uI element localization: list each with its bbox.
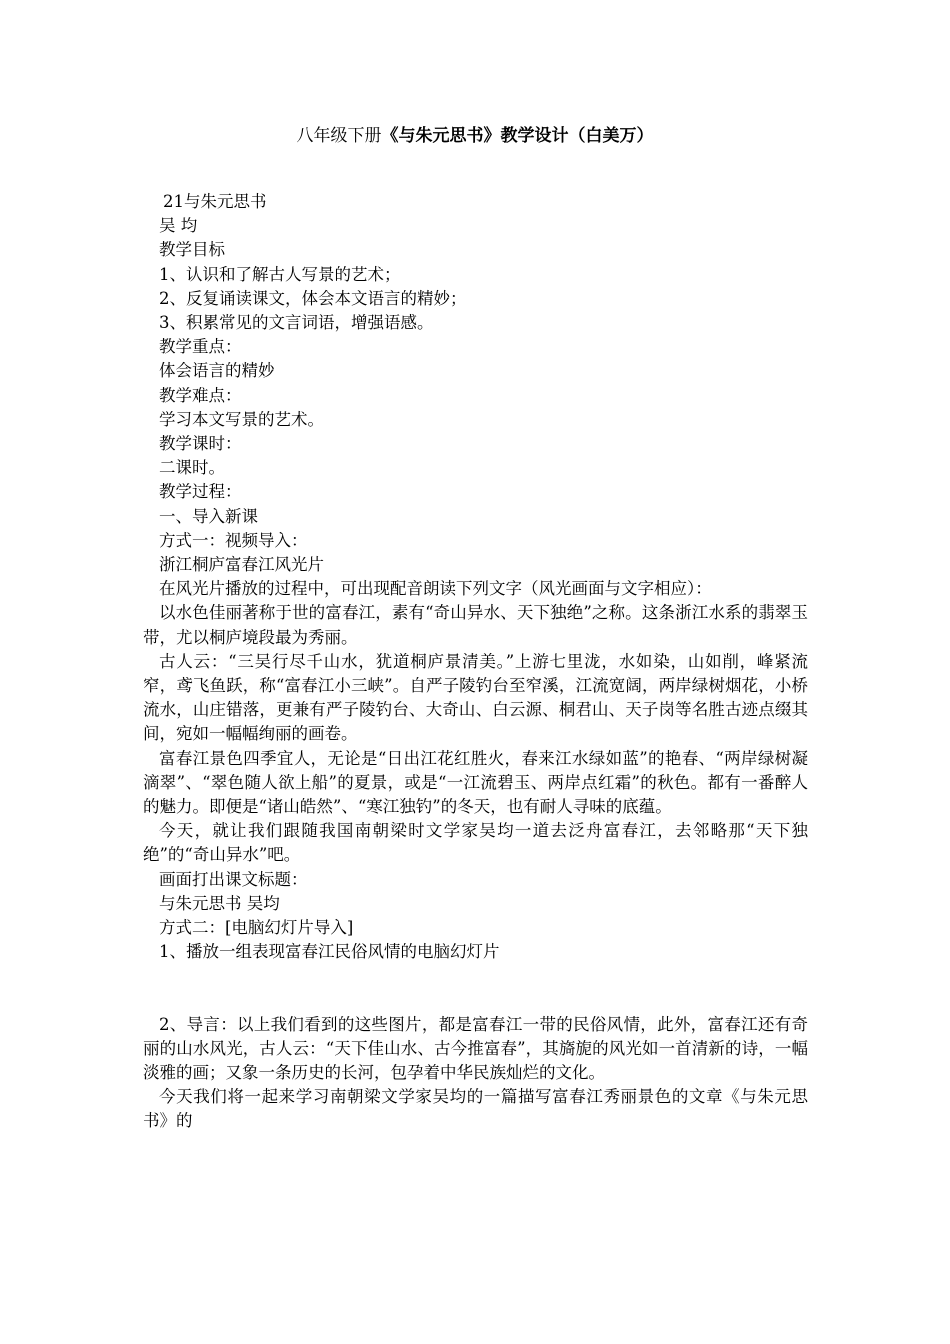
video-instruction: 在风光片播放的过程中，可出现配音朗读下列文字（风光画面与文字相应）： (159, 579, 712, 599)
method-one-heading: 方式一：视频导入： (159, 530, 308, 550)
screen-title-instruction: 画面打出课文标题： (159, 869, 308, 889)
title-prefix: 八年级下册 (296, 126, 382, 146)
document-title (0, 124, 950, 148)
focus-text: 体会语言的精妙 (159, 361, 275, 381)
video-title: 浙江桐庐富春江风光片 (159, 555, 324, 575)
periods-text: 二课时。 (159, 458, 225, 478)
section-heading-difficulty: 教学难点： (159, 385, 242, 405)
goal-item-2: 2、反复诵读课文，体会本文语言的精妙； (159, 288, 467, 308)
goal-item-1: 1、认识和了解古人写景的艺术； (159, 264, 401, 284)
method-two-heading: 方式二：[电脑幻灯片导入] (159, 918, 354, 938)
section-heading-periods: 教学课时： (159, 434, 242, 454)
author-line: 吴 均 (159, 216, 198, 236)
paragraph-1: 以水色佳丽著称于世的富春江，素有“奇山异水、天下独绝”之称。这条浙江水系的翡翠玉带，尤以桐庐境段最为秀丽。 (143, 603, 808, 647)
difficulty-text: 学习本文写景的艺术。 (159, 409, 324, 429)
paragraph-2: 古人云：“三吴行尽千山水，犹道桐庐景清美。”上游七里泷，水如染，山如削，峰紧流窄，鸢飞鱼跃，称“富春江小三峡”。自严子陵钓台至窄溪，江流宽阔，两岸绿树烟花，小桥流水，山庄错落，更兼有严子陵钓台、大奇山、白云源、桐君山、天子岗等名胜古迹点缀其间，宛如一幅幅绚丽的画卷。 (143, 651, 808, 744)
lesson-heading: 21与朱元思书 (163, 192, 267, 211)
goal-item-3: 3、积累常见的文言词语，增强语感。 (159, 313, 434, 333)
screen-title-text: 与朱元思书 吴均 (159, 893, 280, 913)
section-heading-focus: 教学重点： (159, 337, 242, 357)
section-heading-process: 教学过程： (159, 482, 242, 502)
blank-space (143, 965, 808, 1013)
slides-item-1: 1、播放一组表现富春江民俗风情的电脑幻灯片 (159, 942, 500, 962)
paragraph-6: 今天我们将一起来学习南朝梁文学家吴均的一篇描写富春江秀丽景色的文章《与朱元思书》的 (143, 1087, 808, 1131)
paragraph-4: 今天，就让我们跟随我国南朝梁时文学家吴均一道去泛舟富春江，去邻略那“天下独绝”的“奇山异水”吧。 (143, 821, 808, 865)
paragraph-5: 2、导言：以上我们看到的这些图片，都是富春江一带的民俗风情，此外，富春江还有奇丽的山水风光，古人云：“天下佳山水、古今推富春”，其旖旎的风光如一首清新的诗，一幅淡雅的画；又象一条历史的长河，包孕着中华民族灿烂的文化。 (143, 1014, 808, 1082)
section-heading-goals: 教学目标 (159, 240, 225, 260)
paragraph-3: 富春江景色四季宜人，无论是“日出江花红胜火，春来江水绿如蓝”的艳春、“两岸绿树凝滴翠”、“翠色随人欲上船”的夏景，或是“一江流碧玉、两岸点红霜”的秋色。都有一番醉人的魅力。即便是“诸山皓然”、“寒江独钓”的冬天，也有耐人寻味的底蕴。 (143, 748, 808, 817)
step-intro-heading: 一、导入新课 (159, 506, 258, 526)
title-main: 《与朱元思书》教学设计（白美万） (381, 126, 654, 146)
document-body (143, 190, 808, 1134)
